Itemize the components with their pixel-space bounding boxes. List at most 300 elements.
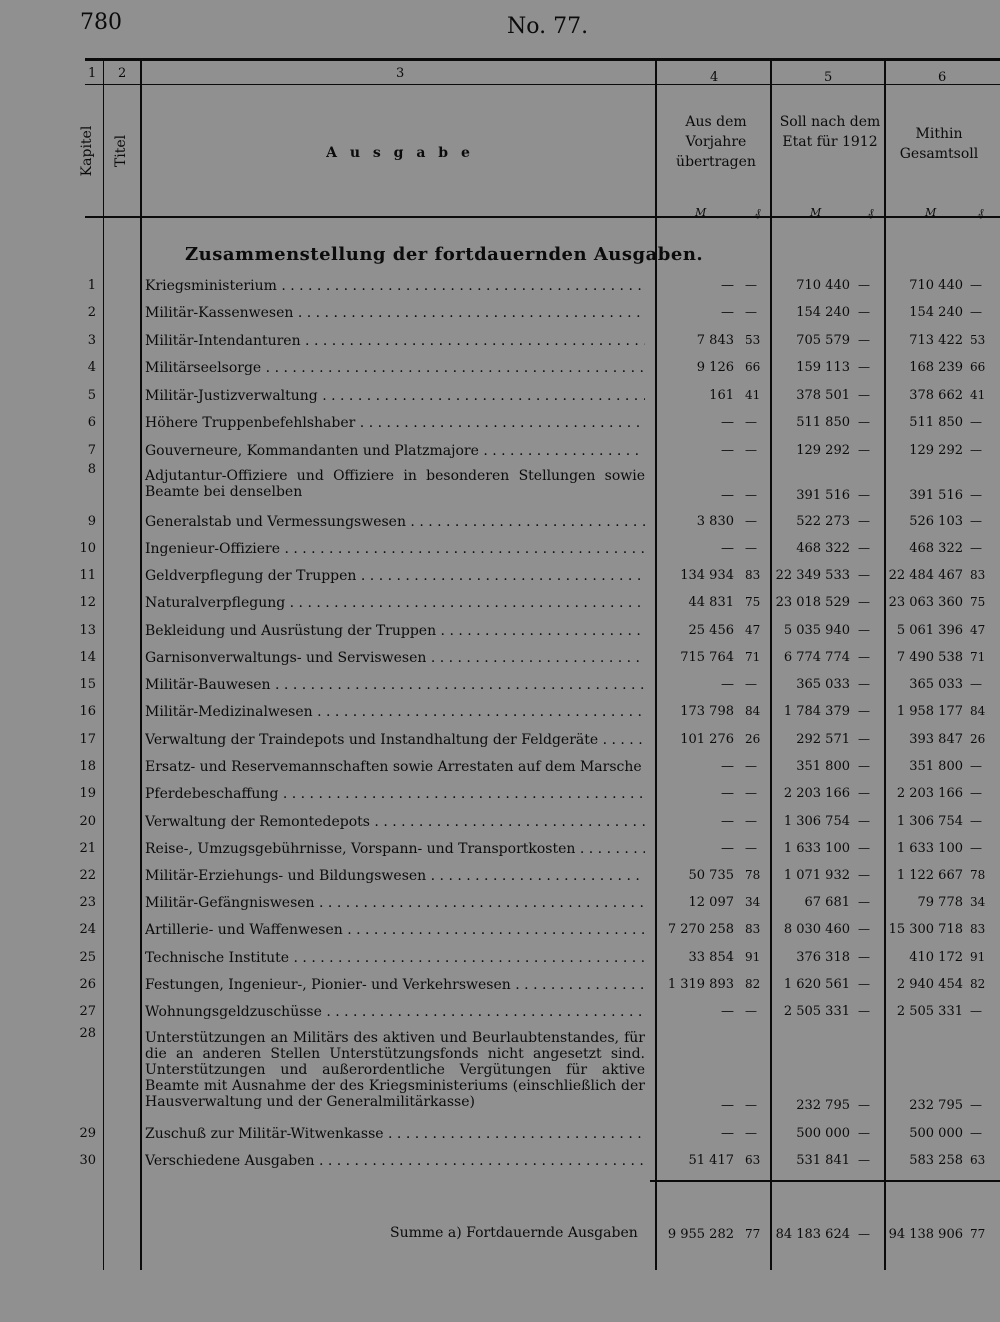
row-col4-pf: 41 <box>745 388 761 402</box>
row-col5-mark: 67 681 <box>804 895 850 910</box>
row-col6-mark: 22 484 467 <box>888 568 963 583</box>
table-row <box>0 977 1000 1003</box>
row-col6-mark: 393 847 <box>909 732 963 747</box>
row-kapitel: 14 <box>79 650 96 665</box>
row-col4-pf: 71 <box>745 650 761 664</box>
row-col6-mark: 232 795 <box>909 1098 963 1113</box>
row-col5-pf: — <box>858 868 870 882</box>
table-row <box>0 360 1000 386</box>
row-col6-pf: — <box>970 415 982 429</box>
sum-row <box>0 1227 1000 1253</box>
row-col5-mark: 705 579 <box>796 333 850 348</box>
table-row <box>0 541 1000 567</box>
row-kapitel: 12 <box>79 595 96 610</box>
table-row <box>0 388 1000 414</box>
row-col5-mark: 1 633 100 <box>783 841 850 856</box>
row-kapitel: 9 <box>87 514 96 529</box>
sum-col6-mark: 94 138 906 <box>888 1227 963 1242</box>
sum-label: Summe a) Fortdauernde Ausgaben <box>390 1225 638 1241</box>
row-col5-mark: 292 571 <box>796 732 850 747</box>
row-col5-mark: 22 349 533 <box>775 568 850 583</box>
row-label: Adjutantur-Offiziere und Offiziere in besonderen Stellungen sowie Beamte bei denselben <box>145 468 645 500</box>
row-col5-pf: — <box>858 759 870 773</box>
row-col6-pf: 34 <box>970 895 986 909</box>
row-kapitel: 24 <box>79 922 96 937</box>
row-kapitel: 25 <box>79 950 96 965</box>
row-label: Militär-Gefängniswesen . . . <box>145 895 645 911</box>
row-col5-mark: 391 516 <box>796 488 850 503</box>
column-number-3: 3 <box>396 66 405 81</box>
row-col6-pf: 84 <box>970 704 986 718</box>
row-col4-pf: — <box>745 415 757 429</box>
row-col4-mark: — <box>721 541 734 556</box>
row-col6-mark: 1 306 754 <box>896 814 963 829</box>
row-label: Artillerie- und Waffenwesen . . . <box>145 922 645 938</box>
row-col6-mark: 1 633 100 <box>896 841 963 856</box>
table-row <box>0 786 1000 812</box>
row-col5-mark: 1 306 754 <box>783 814 850 829</box>
row-col4-pf: 53 <box>745 333 761 347</box>
row-col5-mark: 23 018 529 <box>775 595 850 610</box>
row-col5-pf: — <box>858 360 870 374</box>
row-col4-mark: — <box>721 841 734 856</box>
table-row <box>0 922 1000 948</box>
header-kapitel: Kapitel <box>79 125 95 177</box>
row-col6-mark: 23 063 360 <box>888 595 963 610</box>
row-col5-mark: 531 841 <box>796 1153 850 1168</box>
row-col6-mark: 5 061 396 <box>896 623 963 638</box>
row-col4-pf: — <box>745 814 757 828</box>
row-col6-pf: — <box>970 841 982 855</box>
sum-col5-mark: 84 183 624 <box>775 1227 850 1242</box>
row-col5-pf: — <box>858 305 870 319</box>
row-label: Militärseelsorge . . . <box>145 360 645 376</box>
row-label: Generalstab und Vermessungswesen . . . <box>145 514 645 530</box>
table-row <box>0 895 1000 921</box>
row-col4-pf: — <box>745 305 757 319</box>
row-label: Festungen, Ingenieur-, Pionier- und Verkehrswesen . . . <box>145 977 645 993</box>
row-label: Verschiedene Ausgaben . . . <box>145 1153 645 1169</box>
row-col6-mark: 7 490 538 <box>896 650 963 665</box>
sum-col4-pf: 77 <box>745 1227 761 1241</box>
row-col6-mark: 1 122 667 <box>896 868 963 883</box>
row-col4-pf: — <box>745 786 757 800</box>
row-col6-mark: 168 239 <box>909 360 963 375</box>
column-number-4: 4 <box>710 70 719 85</box>
column-number-1: 1 <box>88 66 97 81</box>
row-col4-mark: 161 <box>709 388 734 403</box>
row-col4-pf: — <box>745 488 757 502</box>
row-col4-mark: 715 764 <box>680 650 734 665</box>
row-col6-pf: 83 <box>970 922 986 936</box>
table-row <box>0 1026 1000 1116</box>
table-row <box>0 333 1000 359</box>
row-col5-mark: 8 030 460 <box>783 922 850 937</box>
row-label: Naturalverpflegung . . . <box>145 595 645 611</box>
row-col6-mark: 511 850 <box>909 415 963 430</box>
table-row <box>0 814 1000 840</box>
row-col4-pf: 26 <box>745 732 761 746</box>
row-col5-mark: 710 440 <box>796 278 850 293</box>
row-kapitel: 2 <box>87 305 96 320</box>
row-col4-pf: — <box>745 1126 757 1140</box>
row-label: Bekleidung und Ausrüstung der Truppen . . . <box>145 623 645 639</box>
row-label: Wohnungsgeldzuschüsse . . . <box>145 1004 645 1020</box>
row-col4-mark: — <box>721 759 734 774</box>
row-col5-mark: 2 505 331 <box>783 1004 850 1019</box>
row-col6-mark: 15 300 718 <box>888 922 963 937</box>
row-kapitel: 18 <box>79 759 96 774</box>
row-col5-pf: — <box>858 278 870 292</box>
row-col5-pf: — <box>858 922 870 936</box>
row-col4-mark: 25 456 <box>688 623 734 638</box>
row-col6-pf: 75 <box>970 595 986 609</box>
row-kapitel: 7 <box>87 443 96 458</box>
row-col5-pf: — <box>858 541 870 555</box>
row-col5-mark: 378 501 <box>796 388 850 403</box>
row-label: Garnisonverwaltungs- und Serviswesen . . . <box>145 650 645 666</box>
row-label: Zuschuß zur Militär-Witwenkasse . . . <box>145 1126 645 1142</box>
row-kapitel: 1 <box>87 278 96 293</box>
row-col5-pf: — <box>858 1153 870 1167</box>
row-col5-pf: — <box>858 786 870 800</box>
table-row <box>0 623 1000 649</box>
row-col6-pf: 91 <box>970 950 986 964</box>
row-col6-mark: 2 203 166 <box>896 786 963 801</box>
row-label: Militär-Bauwesen . . . <box>145 677 645 693</box>
header-number-rule <box>85 84 1000 85</box>
page-number: 780 <box>80 10 122 35</box>
top-rule <box>85 58 1000 61</box>
row-col4-pf: 78 <box>745 868 761 882</box>
row-col4-mark: 173 798 <box>680 704 734 719</box>
row-kapitel: 28 <box>79 1026 96 1041</box>
row-col4-pf: 83 <box>745 568 761 582</box>
row-col4-pf: 66 <box>745 360 761 374</box>
row-col6-pf: — <box>970 443 982 457</box>
row-kapitel: 17 <box>79 732 96 747</box>
row-label: Ingenieur-Offiziere . . . <box>145 541 645 557</box>
sum-col5-pf: — <box>858 1227 870 1241</box>
unit-pf-col5: ₰ <box>868 206 874 219</box>
sum-col6-pf: 77 <box>970 1227 986 1241</box>
header-bottom-rule <box>85 216 1000 218</box>
row-col5-pf: — <box>858 704 870 718</box>
table-row <box>0 568 1000 594</box>
row-kapitel: 30 <box>79 1153 96 1168</box>
row-col4-mark: — <box>721 786 734 801</box>
row-col6-mark: 79 778 <box>917 895 963 910</box>
row-col5-mark: 1 784 379 <box>783 704 850 719</box>
row-col6-mark: 351 800 <box>909 759 963 774</box>
row-kapitel: 3 <box>87 333 96 348</box>
row-col6-mark: 500 000 <box>909 1126 963 1141</box>
row-col5-mark: 351 800 <box>796 759 850 774</box>
row-col4-pf: — <box>745 278 757 292</box>
row-col5-mark: 154 240 <box>796 305 850 320</box>
table-row <box>0 1126 1000 1152</box>
row-col5-mark: 376 318 <box>796 950 850 965</box>
row-label: Kriegsministerium . . . <box>145 278 645 294</box>
row-label: Militär-Kassenwesen . . . <box>145 305 645 321</box>
row-label: Verwaltung der Traindepots und Instandhaltung der Feldgeräte . . . <box>145 732 645 748</box>
row-col4-pf: 63 <box>745 1153 761 1167</box>
table-row <box>0 732 1000 758</box>
row-label: Militär-Justizverwaltung . . . <box>145 388 645 404</box>
row-kapitel: 21 <box>79 841 96 856</box>
row-col4-pf: 83 <box>745 922 761 936</box>
row-col6-pf: — <box>970 786 982 800</box>
row-col6-pf: — <box>970 488 982 502</box>
unit-mark-col4: M <box>695 206 707 219</box>
column-number-5: 5 <box>824 70 833 85</box>
row-col4-pf: — <box>745 759 757 773</box>
header-col6: Mithin Gesamtsoll <box>899 126 979 162</box>
row-col6-mark: 2 940 454 <box>896 977 963 992</box>
row-col5-mark: 1 620 561 <box>783 977 850 992</box>
row-col5-pf: — <box>858 488 870 502</box>
row-col5-pf: — <box>858 388 870 402</box>
row-col4-mark: — <box>721 278 734 293</box>
row-col6-pf: — <box>970 278 982 292</box>
sum-rule <box>650 1180 1000 1182</box>
table-row <box>0 305 1000 331</box>
row-col6-mark: 154 240 <box>909 305 963 320</box>
row-col6-mark: 365 033 <box>909 677 963 692</box>
row-col6-pf: — <box>970 759 982 773</box>
row-col5-mark: 511 850 <box>796 415 850 430</box>
row-col6-mark: 391 516 <box>909 488 963 503</box>
row-col6-pf: — <box>970 677 982 691</box>
row-col6-pf: 71 <box>970 650 986 664</box>
row-label: Reise-, Umzugsgebührnisse, Vorspann- und Transportkosten . . . <box>145 841 645 857</box>
row-col5-mark: 6 774 774 <box>783 650 850 665</box>
row-col4-pf: — <box>745 514 757 528</box>
row-col6-pf: 63 <box>970 1153 986 1167</box>
row-kapitel: 8 <box>87 462 96 477</box>
row-col4-mark: 44 831 <box>688 595 734 610</box>
row-col4-pf: 91 <box>745 950 761 964</box>
row-col5-mark: 522 273 <box>796 514 850 529</box>
row-col6-pf: — <box>970 514 982 528</box>
row-col4-mark: 3 830 <box>696 514 734 529</box>
row-col5-mark: 5 035 940 <box>783 623 850 638</box>
row-col5-pf: — <box>858 732 870 746</box>
row-col4-pf: — <box>745 541 757 555</box>
table-row <box>0 759 1000 785</box>
row-col5-pf: — <box>858 950 870 964</box>
table-row <box>0 462 1000 507</box>
row-col4-mark: — <box>721 415 734 430</box>
row-col5-pf: — <box>858 568 870 582</box>
row-col5-pf: — <box>858 333 870 347</box>
row-col5-mark: 468 322 <box>796 541 850 556</box>
unit-mark-col5: M <box>810 206 822 219</box>
row-col4-mark: 33 854 <box>688 950 734 965</box>
row-col6-mark: 468 322 <box>909 541 963 556</box>
row-col4-mark: — <box>721 488 734 503</box>
row-col6-pf: — <box>970 1126 982 1140</box>
row-label: Militär-Intendanturen . . . <box>145 333 645 349</box>
row-col6-mark: 410 172 <box>909 950 963 965</box>
row-col4-mark: — <box>721 1098 734 1113</box>
row-col4-mark: 134 934 <box>680 568 734 583</box>
row-col4-pf: — <box>745 677 757 691</box>
row-col4-pf: 82 <box>745 977 761 991</box>
row-col6-pf: — <box>970 1004 982 1018</box>
row-col4-mark: — <box>721 443 734 458</box>
row-col4-pf: 75 <box>745 595 761 609</box>
row-col4-pf: — <box>745 841 757 855</box>
row-col5-pf: — <box>858 841 870 855</box>
table-row <box>0 704 1000 730</box>
row-col6-pf: — <box>970 305 982 319</box>
row-col5-pf: — <box>858 650 870 664</box>
row-col5-pf: — <box>858 415 870 429</box>
row-col5-mark: 232 795 <box>796 1098 850 1113</box>
row-col6-mark: 1 958 177 <box>896 704 963 719</box>
row-col4-mark: 101 276 <box>680 732 734 747</box>
row-col4-mark: — <box>721 305 734 320</box>
row-col4-pf: — <box>745 443 757 457</box>
row-kapitel: 15 <box>79 677 96 692</box>
row-col4-mark: 51 417 <box>688 1153 734 1168</box>
row-col5-mark: 500 000 <box>796 1126 850 1141</box>
row-label: Verwaltung der Remontedepots . . . <box>145 814 645 830</box>
row-kapitel: 22 <box>79 868 96 883</box>
row-col6-mark: 526 103 <box>909 514 963 529</box>
row-col5-mark: 1 071 932 <box>783 868 850 883</box>
row-label: Technische Institute . . . <box>145 950 645 966</box>
row-col6-pf: — <box>970 1098 982 1112</box>
row-col5-pf: — <box>858 1098 870 1112</box>
row-col4-pf: 34 <box>745 895 761 909</box>
row-kapitel: 29 <box>79 1126 96 1141</box>
document-number: No. 77. <box>507 14 589 39</box>
table-row <box>0 415 1000 441</box>
row-label: Pferdebeschaffung . . . <box>145 786 645 802</box>
table-row <box>0 841 1000 867</box>
row-col6-mark: 2 505 331 <box>896 1004 963 1019</box>
row-col5-pf: — <box>858 677 870 691</box>
row-kapitel: 10 <box>79 541 96 556</box>
row-col4-pf: 47 <box>745 623 761 637</box>
row-col5-pf: — <box>858 977 870 991</box>
header-col4: Aus dem Vorjahre übertragen <box>676 114 756 170</box>
row-col4-pf: — <box>745 1098 757 1112</box>
row-col6-pf: — <box>970 814 982 828</box>
row-col6-pf: — <box>970 541 982 555</box>
row-col4-mark: 7 843 <box>696 333 734 348</box>
row-col5-pf: — <box>858 623 870 637</box>
row-col6-pf: 41 <box>970 388 986 402</box>
row-col4-pf: 84 <box>745 704 761 718</box>
row-col6-pf: 47 <box>970 623 986 637</box>
row-col6-mark: 583 258 <box>909 1153 963 1168</box>
row-col6-pf: 78 <box>970 868 986 882</box>
column-number-2: 2 <box>118 66 127 81</box>
row-kapitel: 16 <box>79 704 96 719</box>
row-label: Militär-Erziehungs- und Bildungswesen . . . <box>145 868 645 884</box>
section-title: Zusammenstellung der fortdauernden Ausgaben. <box>185 244 704 265</box>
table-row <box>0 595 1000 621</box>
row-label: Höhere Truppenbefehlshaber . . . <box>145 415 645 431</box>
row-col6-pf: 26 <box>970 732 986 746</box>
row-col4-pf: — <box>745 1004 757 1018</box>
table-row <box>0 514 1000 540</box>
row-col6-mark: 129 292 <box>909 443 963 458</box>
row-col4-mark: — <box>721 677 734 692</box>
row-col5-mark: 365 033 <box>796 677 850 692</box>
row-col5-pf: — <box>858 1004 870 1018</box>
row-label: Militär-Medizinalwesen . . . <box>145 704 645 720</box>
unit-mark-col6: M <box>925 206 937 219</box>
row-col5-pf: — <box>858 895 870 909</box>
row-col5-pf: — <box>858 1126 870 1140</box>
row-col4-mark: — <box>721 1004 734 1019</box>
row-kapitel: 27 <box>79 1004 96 1019</box>
row-col5-mark: 2 203 166 <box>783 786 850 801</box>
row-col5-pf: — <box>858 443 870 457</box>
row-col4-mark: — <box>721 814 734 829</box>
row-col4-mark: 7 270 258 <box>667 922 734 937</box>
row-col6-pf: 82 <box>970 977 986 991</box>
row-col4-mark: 9 126 <box>696 360 734 375</box>
row-col6-mark: 378 662 <box>909 388 963 403</box>
row-col6-mark: 713 422 <box>909 333 963 348</box>
row-kapitel: 11 <box>79 568 96 583</box>
table-row <box>0 1153 1000 1179</box>
column-number-6: 6 <box>938 70 947 85</box>
row-kapitel: 26 <box>79 977 96 992</box>
row-kapitel: 4 <box>87 360 96 375</box>
table-row <box>0 278 1000 304</box>
row-col6-pf: 66 <box>970 360 986 374</box>
header-ausgabe: A u s g a b e <box>326 145 474 161</box>
table-row <box>0 950 1000 976</box>
row-label: Ersatz- und Reservemannschaften sowie Arrestaten auf dem Marsche . . . <box>145 759 645 775</box>
header-col5: Soll nach dem Etat für 1912 <box>779 114 881 150</box>
table-row <box>0 650 1000 676</box>
row-kapitel: 20 <box>79 814 96 829</box>
row-label: Geldverpflegung der Truppen . . . <box>145 568 645 584</box>
row-col6-mark: 710 440 <box>909 278 963 293</box>
row-col5-pf: — <box>858 595 870 609</box>
row-kapitel: 5 <box>87 388 96 403</box>
row-kapitel: 19 <box>79 786 96 801</box>
unit-pf-col6: ₰ <box>978 206 984 219</box>
row-col5-mark: 129 292 <box>796 443 850 458</box>
row-col5-pf: — <box>858 514 870 528</box>
row-col6-pf: 53 <box>970 333 986 347</box>
unit-pf-col4: ₰ <box>755 206 761 219</box>
row-col5-mark: 159 113 <box>796 360 850 375</box>
row-kapitel: 6 <box>87 415 96 430</box>
row-label: Unterstützungen an Militärs des aktiven und Beurlaubtenstandes, für die an anderen Stellen Unterstützungsfonds nicht angesetzt sind. Unterstützungen und außerordentliche Vergütungen für aktive Beamte mit Ausnahme der des Kriegsministeriums (einschließlich der Hausverwaltung und der Generalmilitärkasse) <box>145 1030 645 1110</box>
sum-col4-mark: 9 955 282 <box>667 1227 734 1242</box>
row-col5-pf: — <box>858 814 870 828</box>
row-label: Gouverneure, Kommandanten und Platzmajore . . . <box>145 443 645 459</box>
row-col4-mark: 1 319 893 <box>667 977 734 992</box>
row-col4-mark: 50 735 <box>688 868 734 883</box>
row-kapitel: 13 <box>79 623 96 638</box>
table-row <box>0 868 1000 894</box>
row-col4-mark: 12 097 <box>688 895 734 910</box>
row-kapitel: 23 <box>79 895 96 910</box>
header-titel: Titel <box>113 134 129 168</box>
table-row <box>0 677 1000 703</box>
row-col6-pf: 83 <box>970 568 986 582</box>
